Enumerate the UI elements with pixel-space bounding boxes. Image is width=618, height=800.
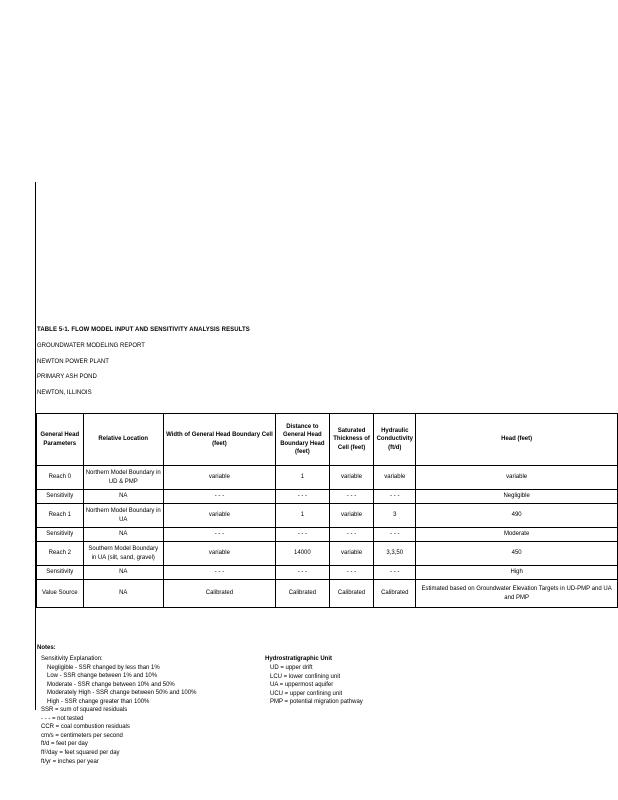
abbreviation-item: ft/d = feet per day — [41, 741, 88, 748]
table-cell: - - - — [374, 528, 416, 542]
table-cell: variable — [374, 466, 416, 490]
table-cell: Estimated based on Groundwater Elevation Targets in UD-PMP and UA and PMP — [416, 580, 618, 608]
table-cell: 1 — [275, 504, 329, 528]
hydro-item: UA = uppermost aquifer — [270, 682, 334, 688]
table-cell: Calibrated — [163, 580, 275, 608]
table-cell: variable — [416, 466, 618, 490]
table-cell: Reach 0 — [37, 466, 84, 490]
sensitivity-item: Moderately High - SSR change between 50% and 100% — [47, 690, 197, 697]
hydrostratigraphic-unit-legend — [265, 656, 363, 708]
table-cell: - - - — [329, 566, 373, 580]
report-line-2: NEWTON POWER PLANT — [37, 359, 109, 365]
col-header: Head (feet) — [416, 414, 618, 466]
col-header: General Head Parameters — [37, 414, 84, 466]
table-cell: 3,3,50 — [374, 542, 416, 566]
col-header: Width of General Head Boundary Cell (feet) — [163, 414, 275, 466]
table-cell: variable — [329, 466, 373, 490]
table-cell: 3 — [374, 504, 416, 528]
col-header: Relative Location — [83, 414, 163, 466]
table-cell: Calibrated — [374, 580, 416, 608]
table-row — [37, 504, 618, 528]
table-cell: variable — [163, 504, 275, 528]
table-cell: variable — [163, 542, 275, 566]
table-cell: variable — [329, 504, 373, 528]
hydro-item: UD = upper drift — [270, 665, 313, 671]
table-cell: NA — [83, 580, 163, 608]
table-cell: Calibrated — [275, 580, 329, 608]
table-cell: - - - — [329, 490, 373, 504]
table-cell: - - - — [163, 566, 275, 580]
table-cell: 1 — [275, 466, 329, 490]
sensitivity-item: Moderate - SSR change between 10% and 50% — [47, 681, 175, 688]
table-cell: Sensitivity — [37, 566, 84, 580]
table-cell: variable — [163, 466, 275, 490]
report-line-4: NEWTON, ILLINOIS — [37, 390, 92, 396]
abbreviation-item: ft²/day = feet squared per day — [41, 750, 120, 757]
table-cell: Moderate — [416, 528, 618, 542]
abbreviation-item: - - - = not tested — [41, 715, 84, 722]
col-header: Saturated Thickness of Cell (feet) — [329, 414, 373, 466]
table-cell: Calibrated — [329, 580, 373, 608]
hydro-title: Hydrostratigraphic Unit — [265, 656, 333, 662]
table-cell: Reach 2 — [37, 542, 84, 566]
table-cell: Sensitivity — [37, 490, 84, 504]
hydro-item: LCU = lower confining unit — [270, 673, 341, 680]
abbreviation-item: SSR = sum of squared residuals — [41, 707, 128, 714]
table-cell: - - - — [329, 528, 373, 542]
col-header: Hydraulic Conductivity (ft/d) — [374, 414, 416, 466]
table-cell: Northern Model Boundary in UA — [83, 504, 163, 528]
table-cell: - - - — [374, 566, 416, 580]
sensitivity-explanation — [41, 656, 196, 767]
table-cell: - - - — [275, 490, 329, 504]
table-cell: Reach 1 — [37, 504, 84, 528]
table-cell: Sensitivity — [37, 528, 84, 542]
flow-model-table — [36, 413, 618, 608]
notes-title: Notes: — [37, 645, 56, 651]
col-header: Distance to General Head Boundary Head (feet) — [275, 414, 329, 466]
table-row — [37, 466, 618, 490]
table-row — [37, 580, 618, 608]
sensitivity-item: Negligible - SSR changed by less than 1% — [47, 664, 160, 671]
table-cell: variable — [329, 542, 373, 566]
table-cell: Southern Model Boundary in UA (silt, sand, gravel) — [83, 542, 163, 566]
sensitivity-item: Low - SSR change between 1% and 10% — [47, 673, 158, 680]
table-cell: NA — [83, 566, 163, 580]
table-cell: 490 — [416, 504, 618, 528]
table-row — [37, 490, 618, 504]
table-cell: - - - — [163, 490, 275, 504]
table-cell: Value Source — [37, 580, 84, 608]
table-row — [37, 566, 618, 580]
table-title: TABLE 5-1. FLOW MODEL INPUT AND SENSITIVITY ANALYSIS RESULTS — [37, 327, 250, 333]
sensitivity-header: Sensitivity Explanation: — [41, 656, 103, 662]
table-row — [37, 542, 618, 566]
report-line-3: PRIMARY ASH POND — [37, 374, 97, 380]
table-cell: 450 — [416, 542, 618, 566]
report-line-1: GROUNDWATER MODELING REPORT — [37, 343, 145, 349]
table-row — [37, 528, 618, 542]
hydro-item: PMP = potential migration pathway — [270, 699, 363, 705]
table-cell: 14000 — [275, 542, 329, 566]
abbreviation-item: CCR = coal combustion residuals — [41, 724, 130, 731]
table-cell: - - - — [275, 528, 329, 542]
table-cell: NA — [83, 490, 163, 504]
table-header-row — [37, 414, 618, 466]
abbreviation-item: cm/s = centimeters per second — [41, 732, 123, 739]
sensitivity-item: High - SSR change greater than 100% — [47, 698, 150, 705]
table-cell: - - - — [163, 528, 275, 542]
table-cell: - - - — [275, 566, 329, 580]
table-cell: High — [416, 566, 618, 580]
table-cell: Negligible — [416, 490, 618, 504]
abbreviation-item: ft/yr = inches per year — [41, 758, 99, 765]
table-cell: Northern Model Boundary in UD & PMP — [83, 466, 163, 490]
table-cell: NA — [83, 528, 163, 542]
table-cell: - - - — [374, 490, 416, 504]
hydro-item: UCU = upper confining unit — [270, 690, 343, 697]
